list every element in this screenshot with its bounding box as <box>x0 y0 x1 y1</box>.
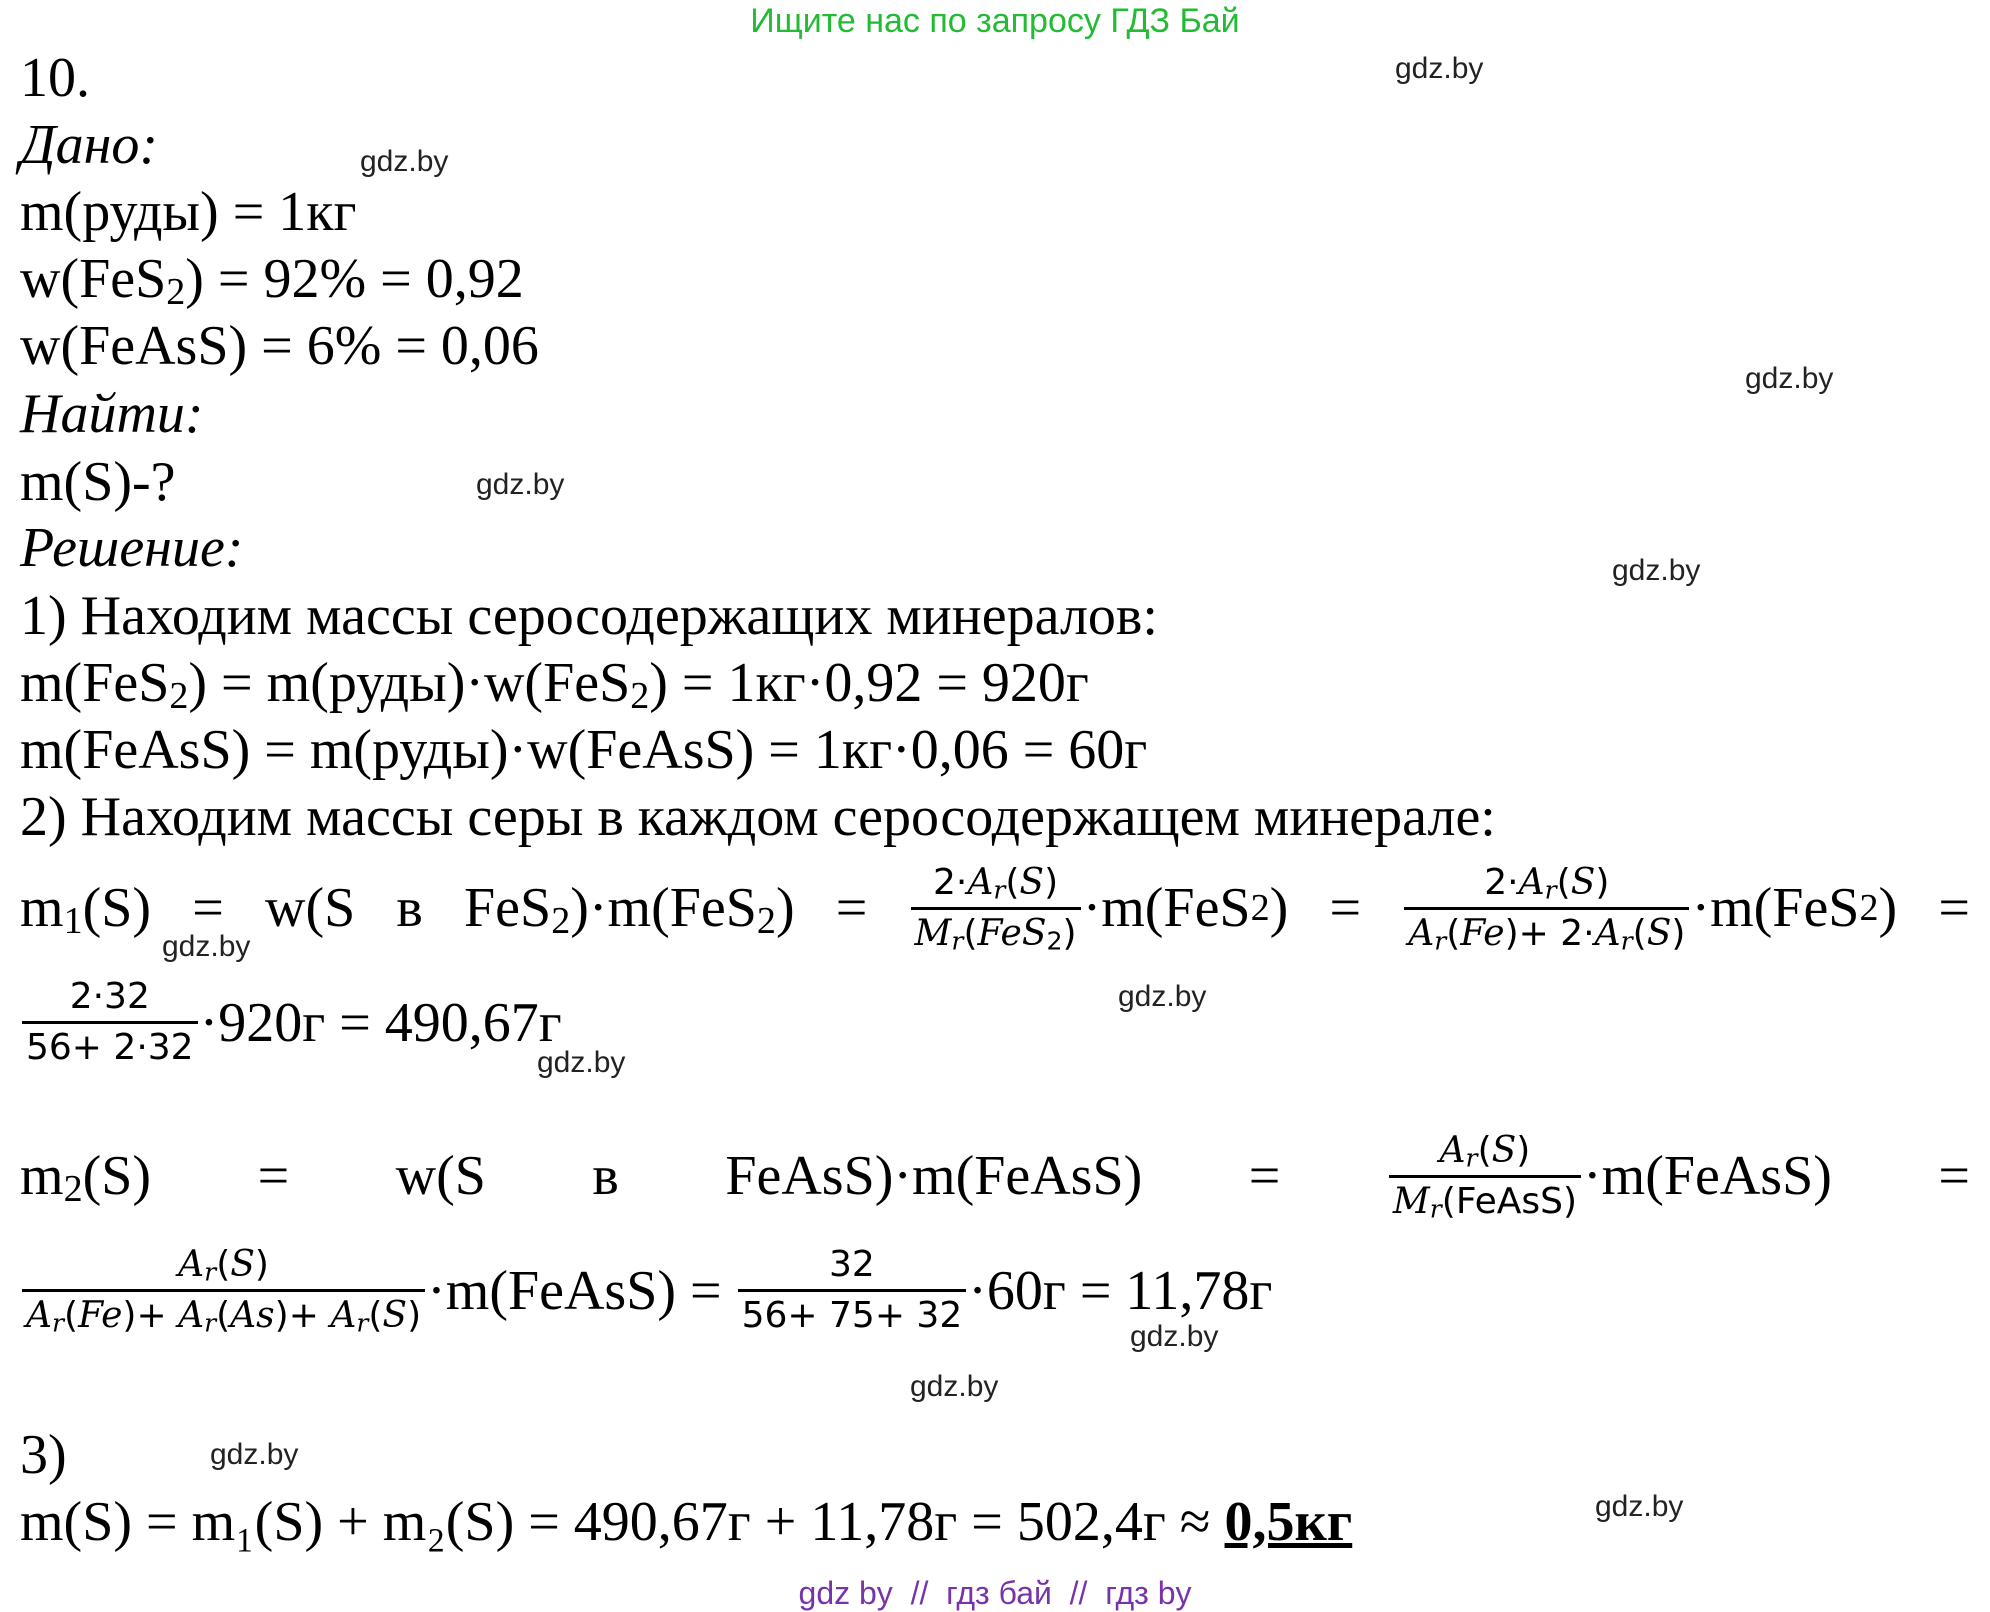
step3-equation <box>20 1492 1352 1552</box>
watermark: gdz.by <box>1118 980 1207 1013</box>
step1-fes2-mass: m(FeS$_2$) = m(руды)·w(FeS$_2$) = 1кг·0,92 = 920г <box>20 652 1089 717</box>
fraction <box>1404 861 1689 956</box>
find-target: m(S)-? <box>20 451 176 513</box>
problem-number: 10. <box>20 47 90 109</box>
fraction <box>22 1243 425 1338</box>
text: m(S) = m₁(S) + m₂(S) = 490,67г + 11,78г = 502,4г ≈ <box>20 1491 1225 1553</box>
footer-banner: gdz by // гдз бай // гдз by <box>798 1575 1192 1611</box>
numerator: $A_r(S)$ <box>1389 1129 1581 1178</box>
text: $\frac{A_r(S)}{M_r(FeAsS)}$ ·m(FeAsS) <box>1387 1129 1832 1224</box>
given-ore-mass: m(руды) = 1кг <box>20 181 357 243</box>
text: FeAsS)·m(FeAsS) <box>725 1145 1143 1207</box>
denominator: $M_r(FeAsS)$ <box>1392 1180 1577 1224</box>
text <box>20 1243 1272 1338</box>
fraction <box>738 1243 967 1338</box>
text: $m_1(S)$ <box>20 877 152 942</box>
watermark: gdz.by <box>1595 1490 1684 1523</box>
text: w(S <box>395 1145 486 1207</box>
text <box>20 975 562 1070</box>
text: ) = 1кг·0,92 = 920г <box>649 652 1089 714</box>
step3-label: 3) <box>20 1424 67 1486</box>
m2-result-line <box>20 1226 1272 1338</box>
denominator: $A_r(Fe)+ 2\cdot A_r(S)$ <box>1408 912 1686 956</box>
numerator: 2·32 <box>22 975 198 1024</box>
m2-result: ·60г = 11,78г <box>968 1259 1273 1322</box>
denominator: $M_r(FeS_2)$ <box>914 912 1077 956</box>
watermark: gdz.by <box>1130 1320 1219 1353</box>
text: $m_2(S)$ <box>20 1145 152 1210</box>
step1-feass-mass: m(FeAsS) = m(руды)·w(FeAsS) = 1кг·0,06 = 60г <box>20 719 1148 781</box>
watermark: gdz.by <box>1745 362 1834 395</box>
step1-title: 1) Находим массы серосодержащих минералов: <box>20 585 1158 647</box>
numerator: 32 <box>738 1243 967 1292</box>
fraction <box>1389 1129 1581 1224</box>
text: ) = 92% = 0,92 <box>185 248 524 310</box>
text: в <box>396 877 423 939</box>
m1-formula-line <box>20 862 1970 954</box>
text: в <box>592 1145 619 1207</box>
text: $\frac{2\cdot A_r(S)}{M_r(FeS_2)}$ ·m(FeS 2 ) <box>909 861 1289 956</box>
solution-heading: Решение: <box>20 517 244 579</box>
given-heading: Дано: <box>20 114 159 176</box>
text: = <box>192 877 224 939</box>
given-feass-fraction: w(FeAsS) = 6% = 0,06 <box>20 315 539 377</box>
denominator: 56+ 75+ 32 <box>741 1295 963 1336</box>
watermark: gdz.by <box>1612 554 1701 587</box>
numerator: $2\cdot A_r(S)$ <box>911 861 1081 910</box>
m1-result: ·920г = 490,67г <box>199 991 562 1054</box>
text: FeS$_2$)·m(FeS$_2$) <box>464 877 795 942</box>
text: $\frac{2\cdot A_r(S)}{A_r(Fe)+ 2\cdot A_r(S)}$ ·m(FeS 2 ) <box>1402 861 1897 956</box>
denominator: 56+ 2·32 <box>26 1027 194 1068</box>
watermark: gdz.by <box>1395 52 1484 85</box>
watermark: gdz.by <box>476 468 565 501</box>
text: m(FeS <box>20 652 170 714</box>
given-fes2-fraction: w(FeS$_2$) = 92% = 0,92 <box>20 248 524 313</box>
text: = <box>835 877 868 939</box>
fraction <box>911 861 1081 956</box>
text: = <box>1329 877 1362 939</box>
text: ) = m(руды)·w(FeS <box>188 652 631 714</box>
watermark: gdz.by <box>210 1438 299 1471</box>
final-answer: 0,5кг <box>1224 1491 1353 1553</box>
denominator: $A_r(Fe)+ A_r(As)+ A_r(S)$ <box>26 1295 422 1338</box>
header-banner: Ищите нас по запросу ГДЗ Бай <box>750 2 1240 40</box>
find-heading: Найти: <box>20 383 204 445</box>
text: = <box>257 1145 290 1207</box>
text: ·m(FeAsS) = <box>427 1259 722 1322</box>
m1-result-line <box>20 958 562 1070</box>
step2-title: 2) Находим массы серы в каждом серосодержащем минерале: <box>20 786 1496 848</box>
text: = <box>1248 1145 1281 1207</box>
watermark: gdz.by <box>537 1046 626 1079</box>
text: w(FeS <box>20 248 167 310</box>
text: = <box>1938 877 1970 939</box>
text: w(S <box>265 877 356 939</box>
m2-formula-line <box>20 1130 1970 1222</box>
numerator: $2\cdot A_r(S)$ <box>1404 861 1689 910</box>
fraction <box>22 975 198 1070</box>
numerator: $A_r(S)$ <box>22 1243 425 1292</box>
watermark: gdz.by <box>910 1370 999 1403</box>
watermark: gdz.by <box>360 145 449 178</box>
text: = <box>1938 1145 1970 1207</box>
watermark: gdz.by <box>162 930 251 963</box>
